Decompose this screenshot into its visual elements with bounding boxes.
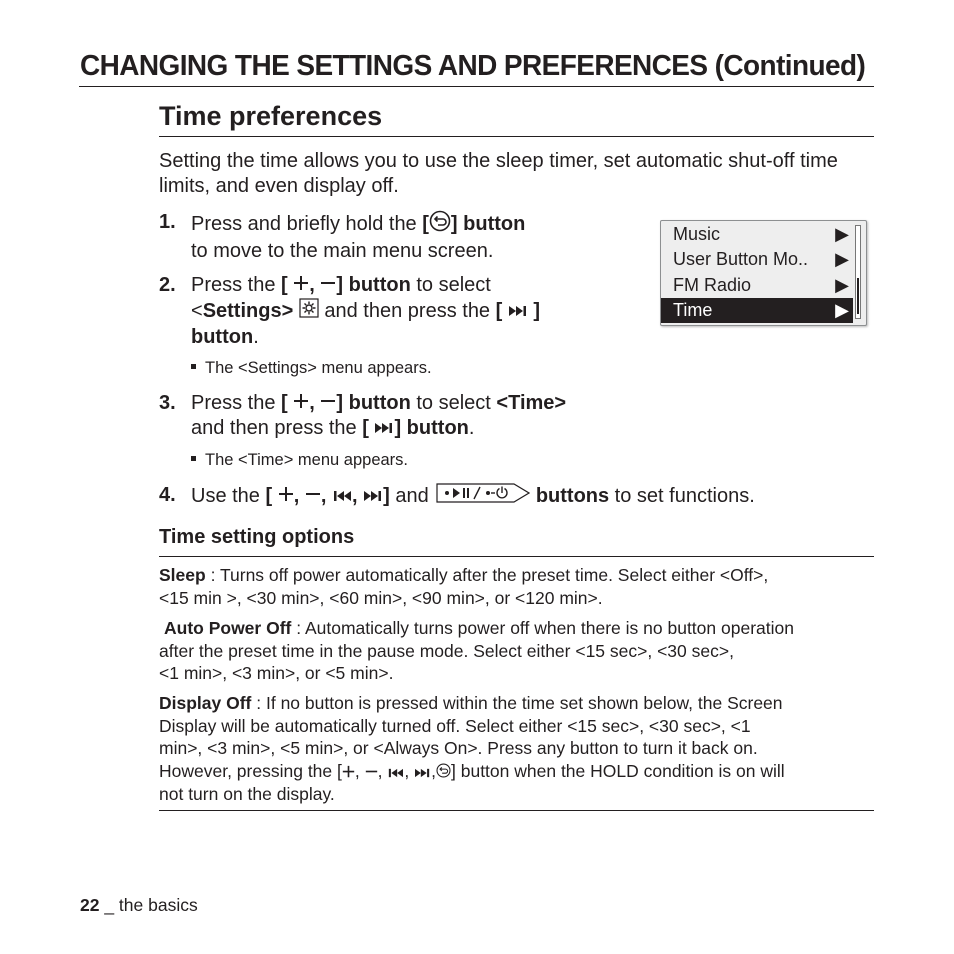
button-label: ] button bbox=[394, 417, 469, 440]
previous-track-icon bbox=[387, 761, 404, 784]
option-text: : Turns off power automatically after the preset time. Select either <Off>, bbox=[205, 565, 769, 585]
menu-item-music[interactable] bbox=[661, 222, 853, 247]
button-label: ] button bbox=[450, 212, 526, 235]
back-icon bbox=[429, 210, 451, 239]
plus-icon bbox=[293, 391, 309, 416]
option-text: : If no button is pressed within the time set shown below, the Screen bbox=[251, 693, 783, 713]
option-auto-power-off bbox=[159, 617, 879, 685]
step-number: 4. bbox=[159, 484, 176, 506]
bullet-text: The <Time> menu appears. bbox=[205, 451, 408, 469]
arrow-right-icon: ▶ bbox=[835, 249, 849, 269]
option-text: ] button when the HOLD condition is on will bbox=[451, 760, 785, 781]
minus-icon bbox=[320, 391, 336, 416]
plus-icon bbox=[342, 761, 355, 784]
option-text: after the preset time in the pause mode. Select either <15 sec>, <30 sec>, bbox=[159, 640, 734, 661]
menu-item-label: Time bbox=[673, 300, 713, 320]
comma: , bbox=[309, 392, 315, 414]
step-number: 2. bbox=[159, 274, 176, 296]
next-track-icon bbox=[363, 484, 383, 509]
bracket: [ bbox=[281, 392, 288, 414]
bracket: [ bbox=[281, 274, 288, 296]
arrow-right-icon: ▶ bbox=[835, 300, 849, 320]
comma: , bbox=[431, 760, 436, 781]
page-number: 22 bbox=[80, 895, 100, 915]
comma: , bbox=[404, 760, 410, 781]
step-text: Use the bbox=[191, 484, 266, 507]
button-label: ] button bbox=[336, 392, 411, 414]
menu-name: <Time> bbox=[496, 392, 567, 414]
button-label: ] button bbox=[336, 274, 411, 296]
page-footer bbox=[80, 895, 198, 916]
minus-icon bbox=[320, 273, 336, 298]
menu-item-user-button-mode[interactable] bbox=[661, 247, 853, 272]
option-label: Sleep bbox=[159, 565, 206, 585]
step-number: 1. bbox=[159, 211, 176, 233]
next-track-icon bbox=[414, 761, 431, 784]
scrollbar-thumb[interactable] bbox=[857, 278, 859, 314]
step-text: . bbox=[253, 326, 259, 349]
options-title: Time setting options bbox=[159, 526, 355, 548]
comma: , bbox=[354, 760, 360, 781]
menu-item-label: Music bbox=[673, 224, 721, 244]
step-text: to select bbox=[410, 274, 491, 296]
bullet-icon bbox=[191, 364, 196, 369]
previous-track-icon bbox=[332, 484, 352, 509]
comma: , bbox=[320, 484, 327, 507]
step-text: Press the bbox=[191, 392, 282, 414]
option-label: Display Off bbox=[159, 693, 252, 713]
step-1 bbox=[159, 210, 599, 265]
options-rule bbox=[159, 556, 874, 557]
option-text: not turn on the display. bbox=[159, 784, 335, 805]
arrow-right-icon: ▶ bbox=[835, 275, 849, 295]
minus-icon bbox=[365, 761, 378, 784]
section-title: Time preferences bbox=[159, 101, 383, 131]
comma: , bbox=[351, 484, 358, 507]
bracket: ] bbox=[533, 300, 541, 322]
minus-icon bbox=[305, 484, 321, 509]
title-rule bbox=[79, 86, 874, 87]
footer-text: _ the basics bbox=[99, 895, 198, 915]
step-3 bbox=[159, 391, 639, 446]
plus-icon bbox=[293, 273, 309, 298]
device-menu-screen bbox=[660, 220, 867, 326]
option-text: : Automatically turns power off when there is no button operation bbox=[291, 618, 794, 638]
intro-paragraph: Setting the time allows you to use the sleep timer, set automatic shut-off time limits, and even display off. bbox=[159, 150, 838, 197]
step-text: < bbox=[191, 300, 203, 322]
bullet-settings bbox=[191, 358, 432, 378]
bracket: [ bbox=[495, 300, 503, 322]
bracket: ] bbox=[383, 484, 390, 507]
button-label: buttons bbox=[535, 484, 610, 507]
back-icon bbox=[436, 761, 451, 784]
bullet-text: The <Settings> menu appears. bbox=[205, 359, 432, 377]
option-sleep bbox=[159, 564, 879, 609]
option-display-off bbox=[159, 692, 879, 806]
option-label: Auto Power Off bbox=[164, 618, 292, 638]
menu-item-label: FM Radio bbox=[673, 275, 752, 295]
section-rule bbox=[159, 136, 874, 137]
step-text: Press the bbox=[191, 274, 282, 296]
option-text: Display will be automatically turned off. Select either <15 sec>, <30 sec>, <1 bbox=[159, 715, 751, 736]
step-text: and then press the bbox=[318, 300, 496, 322]
settings-icon bbox=[299, 298, 319, 325]
arrow-right-icon: ▶ bbox=[835, 224, 849, 244]
button-label: button bbox=[191, 326, 254, 349]
step-text: to select bbox=[410, 392, 497, 414]
play-pause-power-button-icon bbox=[434, 483, 530, 510]
bullet-time bbox=[191, 450, 408, 470]
next-track-icon bbox=[508, 299, 528, 324]
bracket: [ bbox=[362, 417, 369, 440]
menu-item-time[interactable] bbox=[661, 298, 853, 323]
comma: , bbox=[293, 484, 300, 507]
bullet-icon bbox=[191, 456, 196, 461]
option-text: <1 min>, <3 min>, or <5 min>. bbox=[159, 663, 394, 683]
step-text: . bbox=[468, 417, 475, 440]
option-text: <15 min >, <30 min>, <60 min>, <90 min>, or <120 min>. bbox=[159, 587, 603, 608]
step-2 bbox=[159, 273, 619, 353]
comma: , bbox=[377, 760, 383, 781]
next-track-icon bbox=[374, 416, 394, 441]
step-text: Press and briefly hold the bbox=[191, 212, 423, 235]
menu-name: Settings> bbox=[202, 300, 294, 322]
step-text: to set functions. bbox=[609, 484, 755, 507]
bracket: [ bbox=[422, 212, 429, 235]
bracket: [ bbox=[265, 484, 273, 507]
option-text: min>, <3 min>, <5 min>, or <Always On>. Press any button to turn it back on. bbox=[159, 738, 758, 758]
step-text: and then press the bbox=[191, 417, 363, 440]
comma: , bbox=[309, 274, 315, 296]
menu-item-label: User Button Mo.. bbox=[673, 249, 809, 269]
plus-icon bbox=[278, 484, 294, 509]
step-number: 3. bbox=[159, 392, 176, 414]
step-text: to move to the main menu screen. bbox=[191, 240, 494, 262]
options-end-rule bbox=[159, 810, 874, 811]
step-text: and bbox=[389, 484, 435, 507]
step-4 bbox=[159, 483, 859, 511]
page-title: CHANGING THE SETTINGS AND PREFERENCES (Continued) bbox=[80, 50, 866, 82]
menu-item-fm-radio[interactable] bbox=[661, 273, 853, 298]
option-text: However, pressing the [ bbox=[159, 760, 342, 781]
scrollbar[interactable] bbox=[855, 225, 861, 319]
